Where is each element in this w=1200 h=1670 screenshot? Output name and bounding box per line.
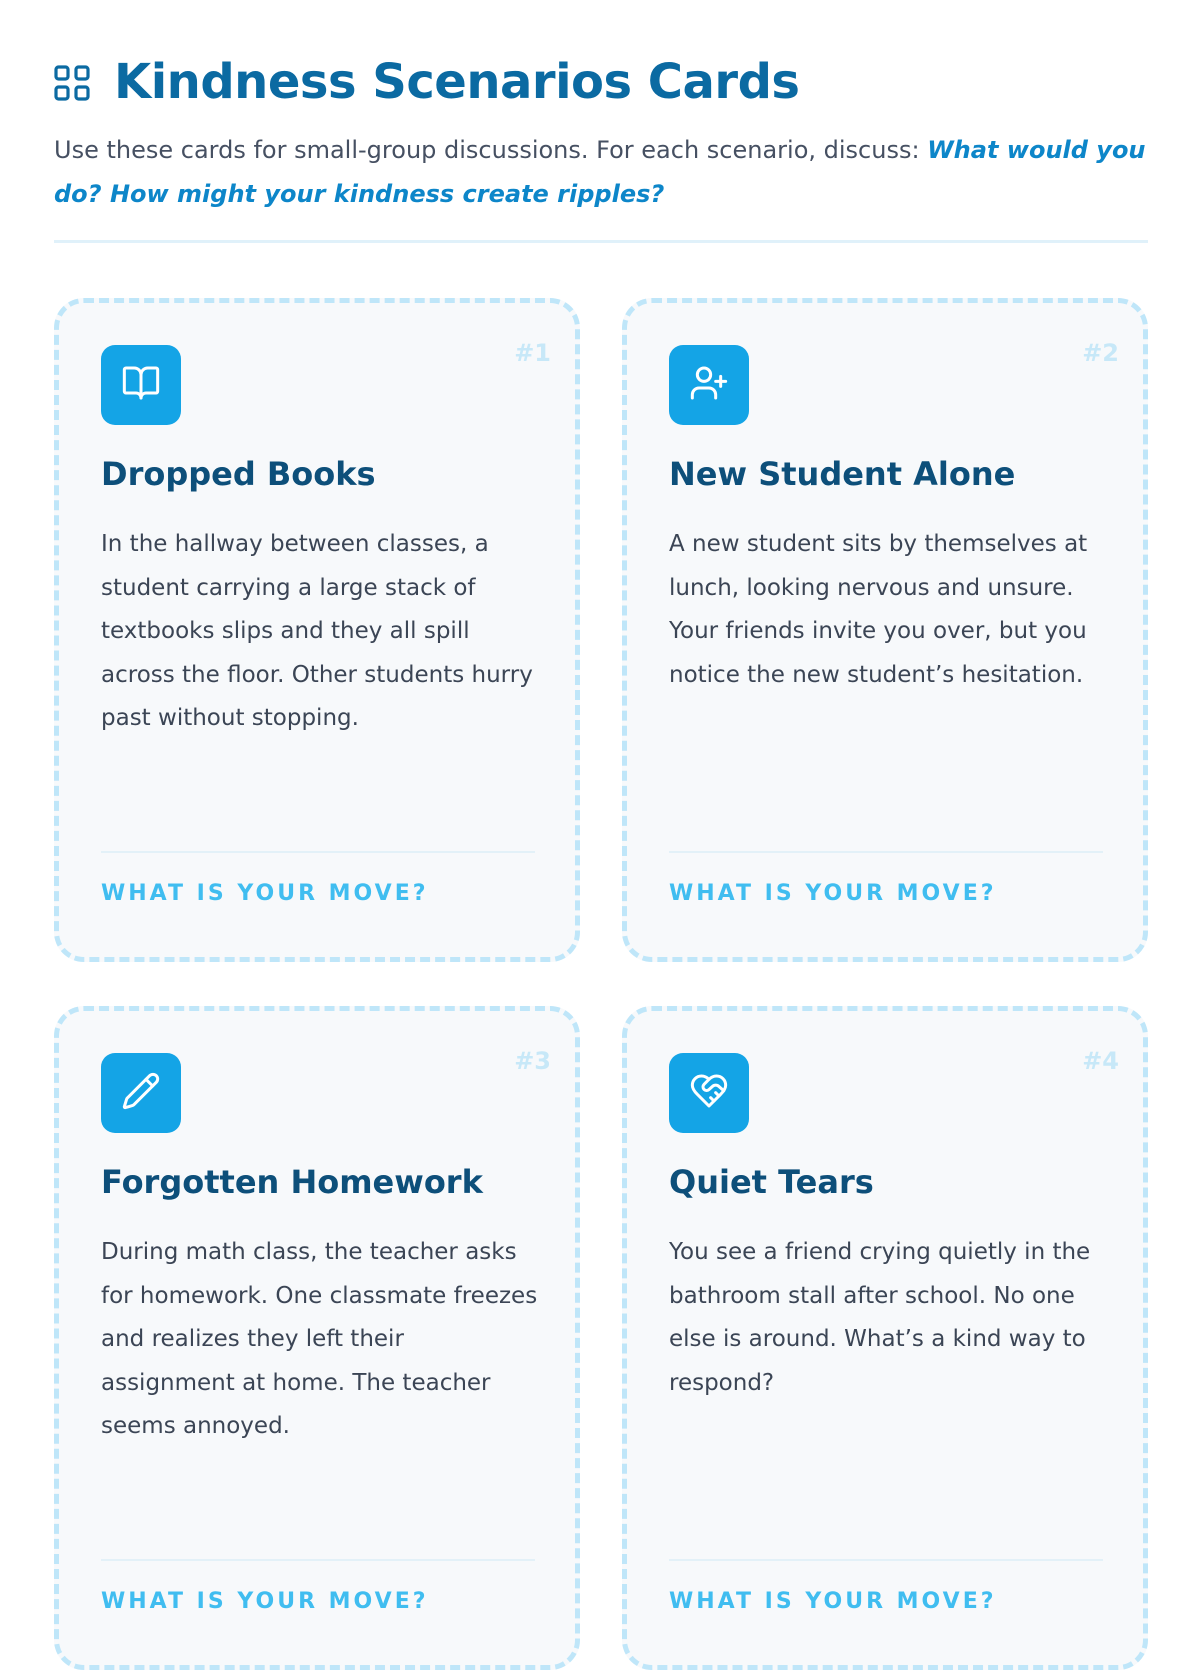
intro-text xyxy=(54,128,1148,216)
card-title: Dropped Books xyxy=(101,455,376,493)
book-open-icon xyxy=(121,363,161,407)
scenario-card xyxy=(622,1006,1148,1670)
card-icon-badge xyxy=(101,345,181,425)
card-number: #1 xyxy=(514,339,551,367)
page-title: Kindness Scenarios Cards xyxy=(114,54,800,110)
card-title: Quiet Tears xyxy=(669,1163,874,1201)
card-number: #3 xyxy=(514,1047,551,1075)
intro-instruction: Use these cards for small-group discussions. For each scenario, discuss: xyxy=(54,136,920,164)
card-icon-badge xyxy=(101,1053,181,1133)
card-title: New Student Alone xyxy=(669,455,1016,493)
scenario-card xyxy=(622,298,1148,962)
card-divider xyxy=(101,1559,535,1561)
card-description: You see a friend crying quietly in the bathroom stall after school. No one else is around. What’s a kind way to respond? xyxy=(669,1239,1091,1396)
card-description: A new student sits by themselves at lunch, looking nervous and unsure. Your friends invite you over, but you notice the new student’s hesitation. xyxy=(669,531,1088,688)
card-description: In the hallway between classes, a student carrying a large stack of textbooks slips and they all spill across the floor. Other students hurry past without stopping. xyxy=(101,531,533,731)
card-divider xyxy=(669,1559,1103,1561)
card-divider xyxy=(101,851,535,853)
page-header xyxy=(54,52,1148,112)
card-number: #2 xyxy=(1082,339,1119,367)
card-number: #4 xyxy=(1082,1047,1119,1075)
grid-icon xyxy=(54,65,90,101)
card-prompt: WHAT IS YOUR MOVE? xyxy=(669,881,997,906)
card-divider xyxy=(669,851,1103,853)
card-prompt: WHAT IS YOUR MOVE? xyxy=(101,1589,429,1614)
card-icon-badge xyxy=(669,1053,749,1133)
header-divider xyxy=(54,240,1148,243)
card-description: During math class, the teacher asks for homework. One classmate freezes and realizes they left their assignment at home. The teacher seems annoyed. xyxy=(101,1239,538,1439)
card-prompt: WHAT IS YOUR MOVE? xyxy=(101,881,429,906)
card-title: Forgotten Homework xyxy=(101,1163,483,1201)
scenario-card xyxy=(54,298,580,962)
pencil-icon xyxy=(121,1071,161,1115)
intro-questions: What would you do? How might your kindness create ripples? xyxy=(54,136,1146,208)
card-prompt: WHAT IS YOUR MOVE? xyxy=(669,1589,997,1614)
card-icon-badge xyxy=(669,345,749,425)
user-plus-icon xyxy=(689,363,729,407)
heart-handshake-icon xyxy=(689,1071,729,1115)
scenario-card xyxy=(54,1006,580,1670)
